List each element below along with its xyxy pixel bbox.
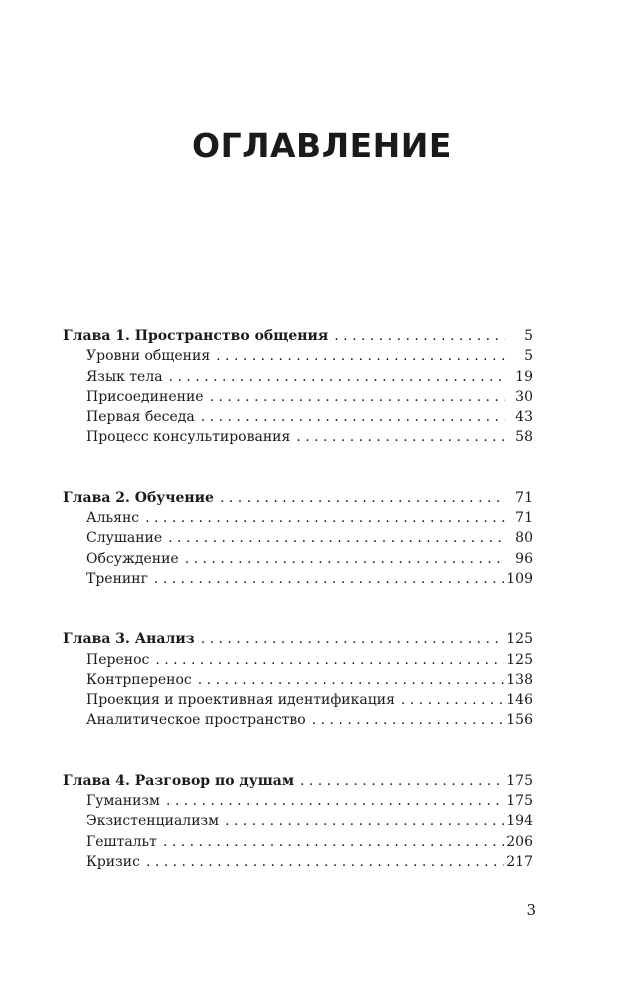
section-entry[interactable] (63, 690, 533, 710)
dot-leader (312, 710, 505, 730)
dot-leader (166, 791, 504, 811)
chapter-heading[interactable] (63, 629, 533, 649)
dot-leader (163, 832, 504, 852)
dot-leader (334, 326, 505, 346)
page-number: 138 (506, 671, 533, 688)
chapter-title: Глава 3. Анализ (63, 631, 195, 648)
table-of-contents (63, 326, 533, 912)
dot-leader (296, 427, 505, 447)
section-entry[interactable] (63, 346, 533, 366)
dot-leader (169, 367, 505, 387)
chapter-heading[interactable] (63, 771, 533, 791)
chapter-title: Глава 2. Обучение (63, 489, 214, 506)
section-title: Кризис (86, 853, 140, 870)
page-number: 58 (515, 429, 533, 446)
dot-leader (185, 549, 505, 569)
page-number: 80 (515, 530, 533, 547)
dot-leader (210, 387, 505, 407)
section-title: Тренинг (86, 570, 148, 587)
section-entry[interactable] (63, 528, 533, 548)
dot-leader (300, 771, 504, 791)
section-entry[interactable] (63, 549, 533, 569)
section-entry[interactable] (63, 852, 533, 872)
dot-leader (225, 811, 504, 831)
section-entry[interactable] (63, 811, 533, 831)
section-title: Гуманизм (86, 793, 160, 810)
page-number: 96 (515, 550, 533, 567)
dot-leader (201, 407, 505, 427)
section-title: Уровни общения (86, 348, 211, 365)
dot-leader (198, 670, 505, 690)
section-title: Перенос (86, 651, 150, 668)
page-number: 125 (506, 651, 533, 668)
chapter-title: Глава 4. Разговор по душам (63, 772, 294, 789)
section-title: Первая беседа (86, 409, 195, 426)
page-number: 5 (524, 328, 533, 344)
page-number: 206 (506, 833, 533, 850)
section-entry[interactable] (63, 569, 533, 589)
page-number: 19 (515, 368, 533, 385)
page-number: 156 (506, 712, 533, 729)
section-title: Проекция и проективная идентификация (86, 692, 395, 709)
section-entry[interactable] (63, 791, 533, 811)
section-title: Альянс (86, 510, 140, 527)
page-number: 71 (515, 510, 533, 527)
page-number: 217 (506, 853, 533, 870)
chapter-4 (63, 771, 533, 872)
page-number: 30 (515, 388, 533, 405)
dot-leader (220, 488, 505, 508)
dot-leader (146, 852, 504, 872)
section-entry[interactable] (63, 710, 533, 730)
section-title: Контрперенос (86, 671, 192, 688)
page-title: ОГЛАВЛЕНИЕ (192, 126, 452, 165)
dot-leader (155, 650, 504, 670)
dot-leader (168, 528, 505, 548)
page-folio: 3 (526, 901, 536, 919)
chapter-3 (63, 629, 533, 730)
chapter-heading[interactable] (63, 488, 533, 508)
page-number: 146 (506, 692, 533, 709)
page-number: 194 (506, 813, 533, 830)
page-number: 43 (515, 409, 533, 426)
section-entry[interactable] (63, 367, 533, 387)
section-entry[interactable] (63, 832, 533, 852)
section-entry[interactable] (63, 670, 533, 690)
page-number: 109 (506, 570, 533, 587)
dot-leader (154, 569, 504, 589)
page-number: 71 (515, 489, 533, 506)
section-title: Экзистенциализм (86, 813, 220, 830)
section-entry[interactable] (63, 508, 533, 528)
page-number: 175 (506, 793, 533, 810)
chapter-title: Глава 1. Пространство общения (63, 328, 329, 344)
dot-leader (201, 629, 505, 649)
dot-leader (401, 690, 504, 710)
section-entry[interactable] (63, 427, 533, 447)
section-title: Слушание (86, 530, 163, 547)
chapter-heading[interactable] (63, 326, 533, 346)
section-entry[interactable] (63, 387, 533, 407)
chapter-2 (63, 488, 533, 589)
section-title: Присоединение (86, 388, 204, 405)
section-entry[interactable] (63, 407, 533, 427)
page-number: 125 (506, 631, 533, 648)
page-number: 175 (506, 772, 533, 789)
dot-leader (145, 508, 505, 528)
chapter-1 (63, 326, 533, 448)
section-entry[interactable] (63, 650, 533, 670)
section-title: Гештальт (86, 833, 157, 850)
section-title: Язык тела (86, 368, 163, 385)
section-title: Аналитическое пространство (86, 712, 306, 729)
section-title: Обсуждение (86, 550, 179, 567)
dot-leader (216, 346, 505, 366)
section-title: Процесс консультирования (86, 429, 291, 446)
page-number: 5 (524, 348, 533, 365)
